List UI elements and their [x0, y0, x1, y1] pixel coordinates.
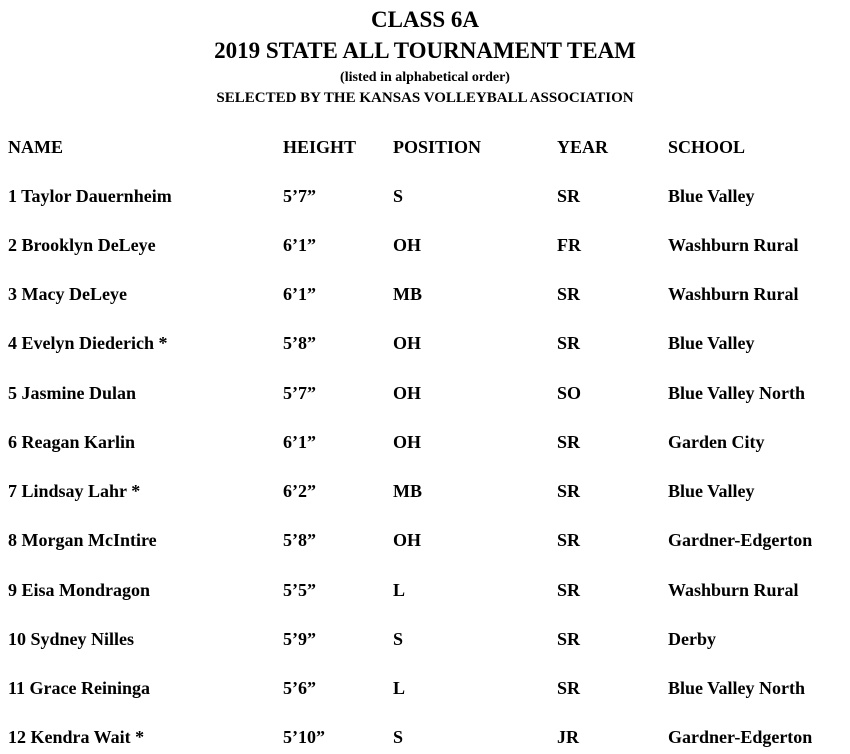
player-position: L	[393, 678, 406, 698]
player-school: Washburn Rural	[668, 580, 799, 600]
player-height: 5’8”	[283, 333, 316, 353]
player-position: MB	[393, 481, 422, 501]
player-height: 5’7”	[283, 186, 316, 206]
table-row	[0, 279, 850, 309]
player-year: SR	[557, 580, 581, 600]
player-name: 8 Morgan McIntire	[8, 530, 157, 550]
player-name: 5 Jasmine Dulan	[8, 383, 137, 403]
player-name: 9 Eisa Mondragon	[8, 580, 151, 600]
player-position: L	[393, 580, 406, 600]
player-name: 6 Reagan Karlin	[8, 432, 136, 452]
player-height: 6’2”	[283, 481, 316, 501]
player-position: OH	[393, 383, 422, 403]
player-name: 11 Grace Reininga	[8, 678, 150, 698]
player-school: Blue Valley	[668, 481, 755, 501]
selection-note: SELECTED BY THE KANSAS VOLLEYBALL ASSOCIATION	[216, 90, 634, 106]
table-row	[0, 476, 850, 506]
player-name: 10 Sydney Nilles	[8, 629, 135, 649]
player-name: 1 Taylor Dauernheim	[8, 186, 172, 206]
player-year: SR	[557, 284, 581, 304]
table-row	[0, 525, 850, 555]
player-school: Gardner-Edgerton	[668, 530, 813, 550]
table-row	[0, 427, 850, 457]
player-year: SO	[557, 383, 582, 403]
player-school: Washburn Rural	[668, 284, 799, 304]
player-height: 5’5”	[283, 580, 316, 600]
player-position: OH	[393, 530, 422, 550]
player-height: 5’7”	[283, 383, 316, 403]
player-height: 6’1”	[283, 284, 316, 304]
player-year: SR	[557, 530, 581, 550]
listing-note: (listed in alphabetical order)	[340, 70, 510, 85]
player-school: Garden City	[668, 432, 765, 452]
player-school: Washburn Rural	[668, 235, 799, 255]
column-header-name: NAME	[8, 137, 63, 157]
player-position: OH	[393, 235, 422, 255]
player-height: 5’9”	[283, 629, 316, 649]
player-position: OH	[393, 432, 422, 452]
player-year: SR	[557, 186, 581, 206]
table-row	[0, 181, 850, 211]
player-school: Blue Valley	[668, 333, 755, 353]
player-position: S	[393, 629, 404, 649]
player-year: SR	[557, 629, 581, 649]
table-row	[0, 230, 850, 260]
player-position: S	[393, 727, 404, 747]
player-school: Blue Valley North	[668, 383, 806, 403]
column-header-year: YEAR	[557, 137, 609, 157]
player-year: SR	[557, 481, 581, 501]
player-year: SR	[557, 432, 581, 452]
table-row	[0, 722, 850, 752]
player-year: SR	[557, 333, 581, 353]
player-position: MB	[393, 284, 422, 304]
player-height: 5’6”	[283, 678, 316, 698]
player-school: Blue Valley	[668, 186, 755, 206]
player-height: 6’1”	[283, 235, 316, 255]
player-school: Blue Valley North	[668, 678, 806, 698]
table-header-row	[0, 132, 850, 162]
player-position: OH	[393, 333, 422, 353]
player-height: 5’8”	[283, 530, 316, 550]
player-school: Gardner-Edgerton	[668, 727, 813, 747]
player-position: S	[393, 186, 404, 206]
player-year: FR	[557, 235, 581, 255]
player-height: 6’1”	[283, 432, 316, 452]
table-row	[0, 624, 850, 654]
table-row	[0, 328, 850, 358]
player-year: JR	[557, 727, 579, 747]
column-header-position: POSITION	[393, 137, 482, 157]
player-name: 4 Evelyn Diederich *	[8, 333, 168, 353]
player-name: 7 Lindsay Lahr *	[8, 481, 141, 501]
column-header-school: SCHOOL	[668, 137, 746, 157]
document-subtitle: 2019 STATE ALL TOURNAMENT TEAM	[214, 38, 636, 63]
player-school: Derby	[668, 629, 716, 649]
column-header-height: HEIGHT	[283, 137, 357, 157]
player-height: 5’10”	[283, 727, 325, 747]
table-row	[0, 673, 850, 703]
player-year: SR	[557, 678, 581, 698]
document-title: CLASS 6A	[370, 7, 479, 32]
player-name: 2 Brooklyn DeLeye	[8, 235, 156, 255]
table-row	[0, 575, 850, 605]
player-name: 3 Macy DeLeye	[8, 284, 127, 304]
table-row	[0, 378, 850, 408]
player-name: 12 Kendra Wait *	[8, 727, 145, 747]
